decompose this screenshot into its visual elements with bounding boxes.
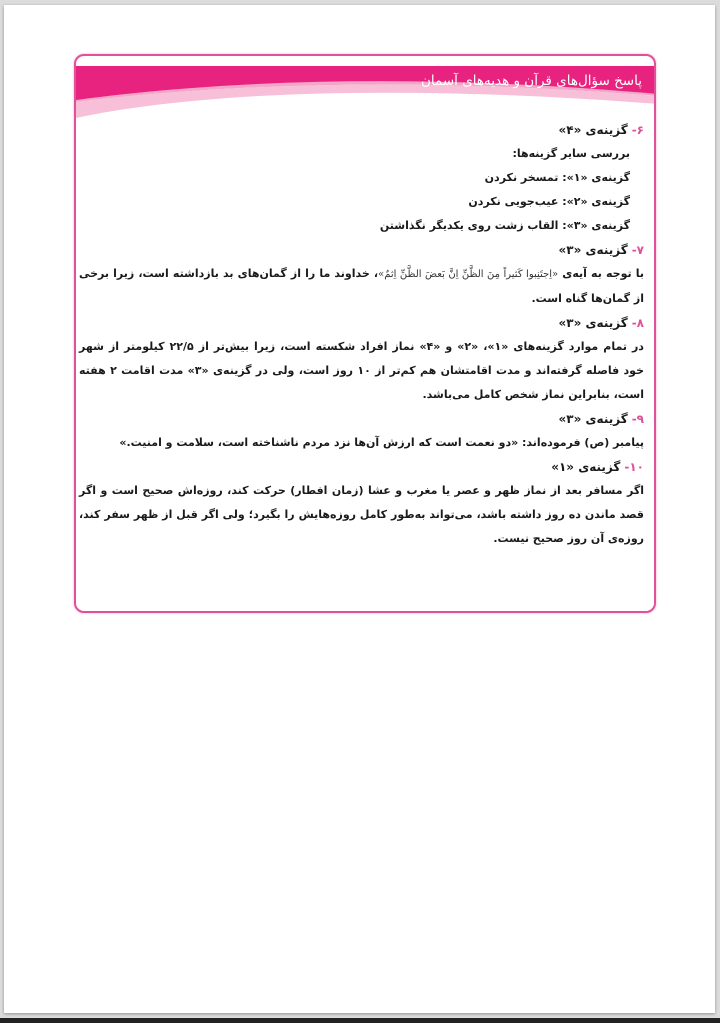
question-8	[79, 311, 644, 407]
answer-line: گزینه‌ی «۲»: عیب‌جویی نکردن	[468, 195, 630, 208]
header-banner	[76, 66, 654, 118]
question-number: ۸-	[631, 316, 644, 330]
question-answer: گزینه‌ی «۳»	[558, 412, 628, 426]
paragraph-text: با توجه به آیه‌ی	[558, 267, 644, 280]
answers-content	[79, 118, 644, 551]
question-heading	[79, 311, 644, 335]
question-answer: گزینه‌ی «۳»	[558, 316, 628, 330]
question-heading	[79, 118, 644, 142]
question-number: ۹-	[631, 412, 644, 426]
question-7	[79, 238, 644, 311]
paragraph-text: ، خداوند ما را از گمان‌های بد بازداشته است، زیرا برخی از گمان‌ها گناه است.	[79, 267, 644, 305]
question-heading	[79, 455, 644, 479]
question-answer: گزینه‌ی «۳»	[558, 243, 628, 257]
question-heading	[79, 407, 644, 431]
header-title: پاسخ سؤال‌های قرآن و هدیه‌های آسمان	[421, 73, 642, 89]
question-number: ۱۰-	[624, 460, 644, 474]
answer-line: گزینه‌ی «۳»: القاب زشت روی یکدیگر نگذاشتن	[379, 219, 630, 232]
answer-paragraph: پیامبر (ص) فرموده‌اند: «دو نعمت است که ارزش آن‌ها نزد مردم ناشناخته است، سلامت و امنیت.»	[119, 436, 644, 449]
question-9	[79, 407, 644, 455]
answer-paragraph: اگر مسافر بعد از نماز ظهر و عصر یا مغرب و عشا (زمان افطار) حرکت کند، روزه‌اش صحیح است و اگر قصد ماندن ده روز داشته باشد، می‌تواند به‌طور کامل روزه‌هایش را بگیرد؛ ولی اگر قبل از ظهر سفر کند، روزه‌ی آن روز صحیح نیست.	[79, 484, 644, 545]
viewer-bottom-bar	[0, 1018, 720, 1023]
answer-line: گزینه‌ی «۱»: تمسخر نکردن	[484, 171, 630, 184]
quran-verse-quote: «اِجتَنِبوا کَثیراً مِنَ الظَّنِّ اِنَّ بَعضَ الظَّنِّ اِثمٌ»	[378, 269, 559, 280]
question-10	[79, 455, 644, 551]
question-heading	[79, 238, 644, 262]
answers-box	[74, 54, 656, 613]
answer-paragraph: در تمام موارد گزینه‌های «۱»، «۲» و «۴» نماز افراد شکسته است، زیرا بیش‌تر از ۲۲/۵ کیلومتر از شهر خود فاصله گرفته‌اند و مدت اقامتشان هم کم‌تر از ۱۰ روز است، ولی در گزینه‌ی «۳» مدت اقامت ۲ هفته است، بنابراین نماز شخص کامل می‌باشد.	[79, 340, 645, 401]
answer-line: بررسی سایر گزینه‌ها:	[512, 147, 630, 160]
question-answer: گزینه‌ی «۱»	[551, 460, 621, 474]
answer-paragraph	[79, 262, 644, 311]
question-number: ۶-	[631, 123, 644, 137]
question-number: ۷-	[631, 243, 644, 257]
question-answer: گزینه‌ی «۴»	[558, 123, 628, 137]
question-6	[79, 118, 644, 238]
